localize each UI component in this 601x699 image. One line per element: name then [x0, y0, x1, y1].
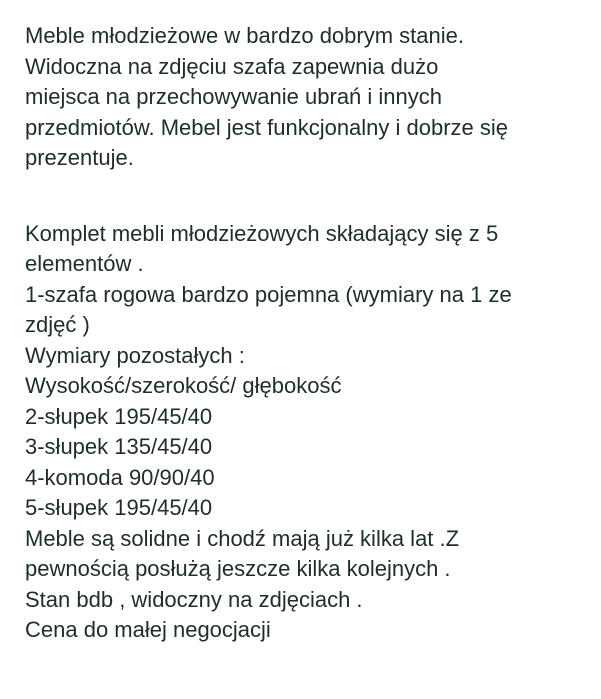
description-paragraph-details [25, 219, 512, 646]
description-line: Meble są solidne i chodź mają już kilka lat .Z [25, 525, 460, 551]
description-line: przedmiotów. Mebel jest funkcjonalny i dobrze się [25, 114, 509, 140]
description-line: prezentuje. [25, 145, 134, 170]
description-line: Wymiary pozostałych : [25, 342, 245, 368]
listing-description [25, 21, 512, 646]
dimension-line: 2-słupek 195/45/40 [25, 403, 213, 429]
description-line: pewnością posłużą jeszcze kilka kolejnych . [25, 556, 451, 581]
description-line: Cena do małej negocjacji [25, 617, 271, 642]
description-line: Wysokość/szerokość/ głębokość [25, 373, 342, 398]
description-line: elementów . [25, 251, 144, 276]
description-line: miejsca na przechowywanie ubrań i innych [25, 84, 442, 109]
description-line: Komplet mebli młodzieżowych składający się z 5 [25, 220, 499, 246]
dimension-line: 5-słupek 195/45/40 [25, 495, 213, 520]
dimension-line: 4-komoda 90/90/40 [25, 464, 215, 490]
description-line: 1-szafa rogowa bardzo pojemna (wymiary na 1 ze [25, 281, 512, 307]
description-line: Widoczna na zdjęciu szafa zapewnia dużo [25, 53, 439, 79]
description-paragraph-intro [25, 21, 512, 174]
description-line: zdjęć ) [25, 312, 90, 337]
description-line: Stan bdb , widoczny na zdjęciach . [25, 586, 363, 612]
dimension-line: 3-słupek 135/45/40 [25, 434, 213, 459]
description-line: Meble młodzieżowe w bardzo dobrym stanie. [25, 23, 464, 48]
